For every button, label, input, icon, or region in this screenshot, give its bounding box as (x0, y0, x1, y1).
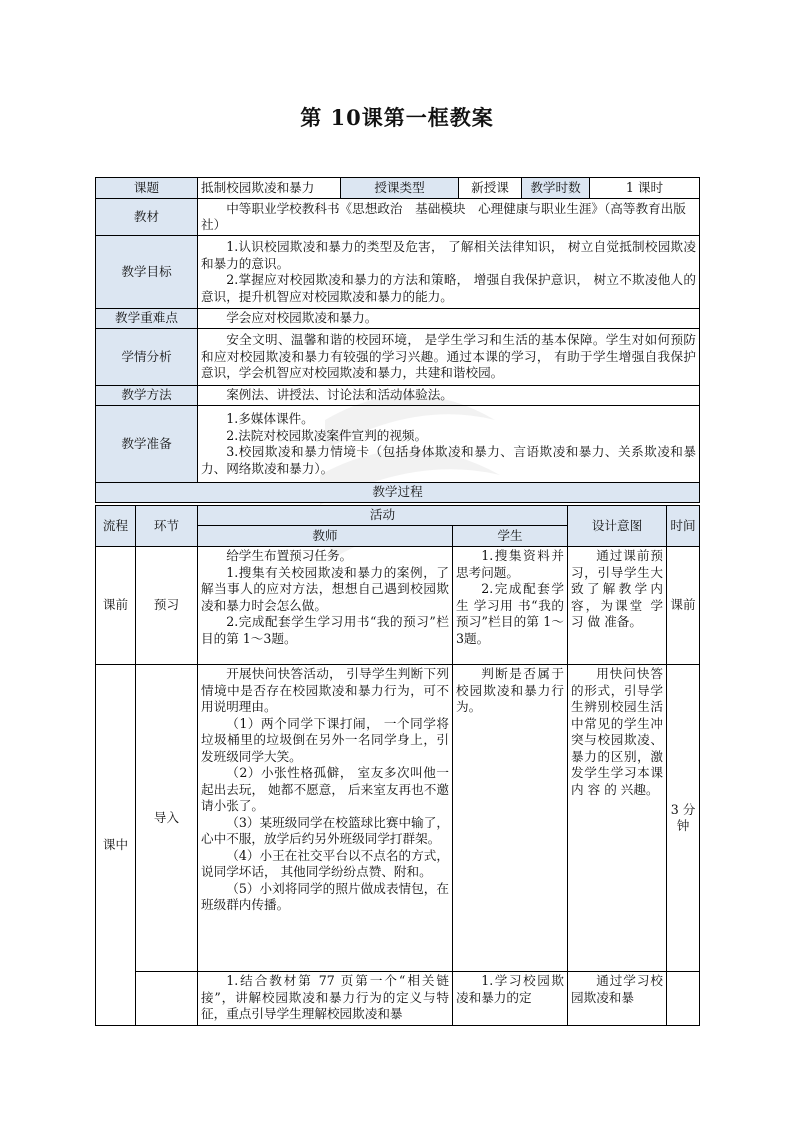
teacher-text: 开展快问快答活动， 引导学生判断下列情境中是否存在校园欺凌和暴力行为，可不用说明理由。 (201, 666, 449, 714)
step-cell: 导入 (136, 665, 198, 972)
time-cell (667, 972, 700, 1026)
table-row (96, 547, 700, 665)
time-cell: 3 分钟 (667, 665, 700, 972)
prep-item: 3.校园欺凌和暴力情境卡（包括身体欺凌和暴力、言语欺凌和暴力、关系欺凌和暴力、网络欺凌和暴力）。 (201, 444, 696, 476)
col-intent: 设计意图 (568, 506, 667, 547)
flow-cell: 课中 (96, 665, 136, 1026)
topic-value: 抵制校园欺凌和暴力 (198, 178, 341, 199)
type-value: 新授课 (459, 178, 522, 199)
hours-label: 教学时数 (522, 178, 590, 199)
method-label: 教学方法 (96, 386, 198, 406)
teacher-text: 给学生布置预习任务。 (226, 548, 353, 563)
teacher-text: （5）小刘将同学的照片做成表情包，在班级群内传播。 (201, 880, 449, 912)
intent-text: 通过课前预习，引导学生大致了解教学内容，为课堂 学 习 做 准备。 (571, 548, 663, 629)
method-value: 案例法、讲授法、讨论法和活动体验法。 (226, 387, 453, 403)
col-activity: 活动 (198, 506, 568, 526)
student-text: 1.搜集资料并思考问题。 (456, 548, 564, 580)
col-time: 时间 (667, 506, 700, 547)
material-value: 中等职业学校教科书《思想政治 基础模块 心理健康与职业生涯》（高等教育出版社） (201, 200, 686, 232)
step-cell: 预习 (136, 547, 198, 665)
hours-value: 1 课时 (590, 178, 700, 199)
teacher-text: （2）小张性格孤僻， 室友多次叫他一起出去玩， 她都不愿意， 后来室友再也不邀请小张了。 (201, 765, 449, 813)
key-label: 教学重难点 (96, 309, 198, 329)
goals-label: 教学目标 (96, 236, 198, 309)
teacher-text: （4）小王在社交平台以不点名的方式，说同学坏话， 其他同学纷纷点赞、附和。 (201, 847, 449, 879)
intent-text: 通过学习校园欺凌和暴 (571, 973, 663, 1005)
time-cell: 课前 (667, 547, 700, 665)
teacher-text: 1.搜集有关校园欺凌和暴力的案例，了解当事人的应对方法，想想自己遇到校园欺凌和暴力时会怎么做。 (201, 564, 449, 613)
info-table (95, 177, 700, 503)
table-row (96, 665, 700, 972)
table-row (96, 972, 700, 1026)
process-title: 教学过程 (96, 483, 700, 503)
student-text: 2.完成配套学 生 学习用 书“我的预习”栏目的第 1～3题。 (456, 581, 564, 646)
student-text: 判断是否属于校园欺凌和暴力行为。 (456, 666, 564, 714)
type-label: 授课类型 (341, 178, 459, 199)
col-flow: 流程 (96, 506, 136, 547)
teacher-text: （1）两个同学下课打闹， 一个同学将垃圾桶里的垃圾倒在另外一名同学身上，引发班级同学大笑。 (201, 715, 449, 764)
analysis-value: 安全文明、温馨和谐的校园环境， 是学生学习和生活的基本保障。学生对如何预防和应对校园欺凌和暴力有较强的学习兴趣。通过本课的学习， 有助于学生增强自我保护意识，学会机智应对校园欺凌和暴力，共建和谐校园。 (201, 332, 696, 381)
prep-label: 教学准备 (96, 406, 198, 483)
teacher-text: （3）某班级同学在校篮球比赛中输了，心中不服，放学后约另外班级同学打群架。 (201, 814, 449, 846)
analysis-label: 学情分析 (96, 329, 198, 386)
step-cell (136, 972, 198, 1026)
teacher-text: 1.结合教材第 77 页第一个“相关链接”，讲解校园欺凌和暴力行为的定义与特征，重点引导学生理解校园欺凌和暴 (201, 973, 449, 1021)
goal-item: 1.认识校园欺凌和暴力的类型及危害， 了解相关法律知识， 树立自觉抵制校园欺凌和暴力的意识。 (201, 239, 696, 271)
col-student: 学生 (453, 526, 568, 547)
prep-item: 1.多媒体课件。 (226, 411, 314, 426)
intent-text: 用快问快答的形式，引导学生辨别校园生活中常见的学生冲突与校园欺凌、暴力的区别，激发学生学习本课 内 容 的 兴趣。 (571, 666, 663, 797)
col-step: 环节 (136, 506, 198, 547)
key-value: 学会应对校园欺凌和暴力。 (226, 310, 378, 326)
topic-label: 课题 (96, 178, 198, 199)
teacher-text: 2.完成配套学生学习用书“我的预习”栏目的第 1～3题。 (201, 614, 449, 646)
goal-item: 2.掌握应对校园欺凌和暴力的方法和策略， 增强自我保护意识， 树立不欺凌他人的意识，提升机智应对校园欺凌和暴力的能力。 (201, 272, 696, 304)
material-label: 教材 (96, 199, 198, 236)
student-text: 1.学习校园欺凌和暴力的定 (456, 973, 564, 1005)
process-table (95, 505, 700, 1026)
document-title: 第 10课第一框教案 (300, 105, 494, 130)
flow-cell: 课前 (96, 547, 136, 665)
col-teacher: 教师 (198, 526, 453, 547)
prep-item: 2.法院对校园欺凌案件宣判的视频。 (226, 427, 428, 443)
